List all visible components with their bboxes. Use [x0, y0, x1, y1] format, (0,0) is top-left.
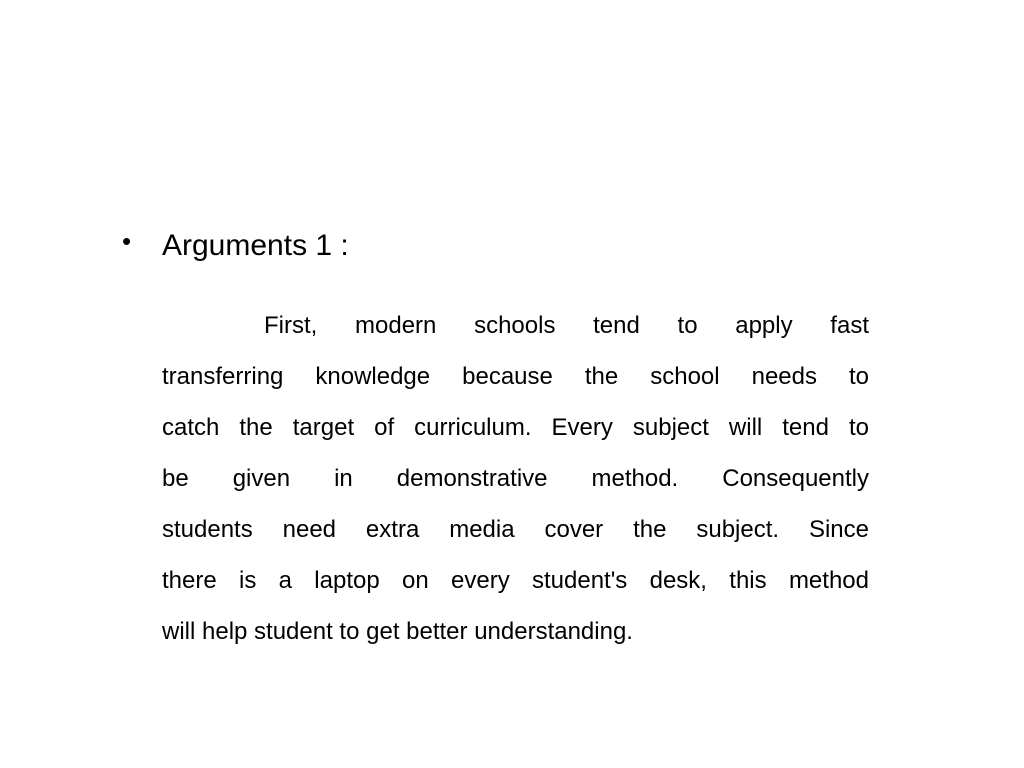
paragraph-line: students need extra media cover the subject. Since	[162, 516, 869, 543]
bullet-item	[122, 226, 882, 270]
paragraph-line: be given in demonstrative method. Consequently	[162, 465, 869, 492]
bullet-heading: Arguments 1 :	[162, 229, 349, 262]
paragraph-line: catch the target of curriculum. Every subject will tend to	[162, 414, 869, 441]
paragraph-line: will help student to get better understanding.	[162, 618, 633, 645]
paragraph-line: transferring knowledge because the school needs to	[162, 363, 869, 390]
paragraph-line: there is a laptop on every student's desk, this method	[162, 567, 869, 594]
paragraph-line: First, modern schools tend to apply fast	[264, 312, 869, 339]
argument-paragraph	[162, 306, 869, 663]
bullet-marker: •	[122, 226, 132, 256]
